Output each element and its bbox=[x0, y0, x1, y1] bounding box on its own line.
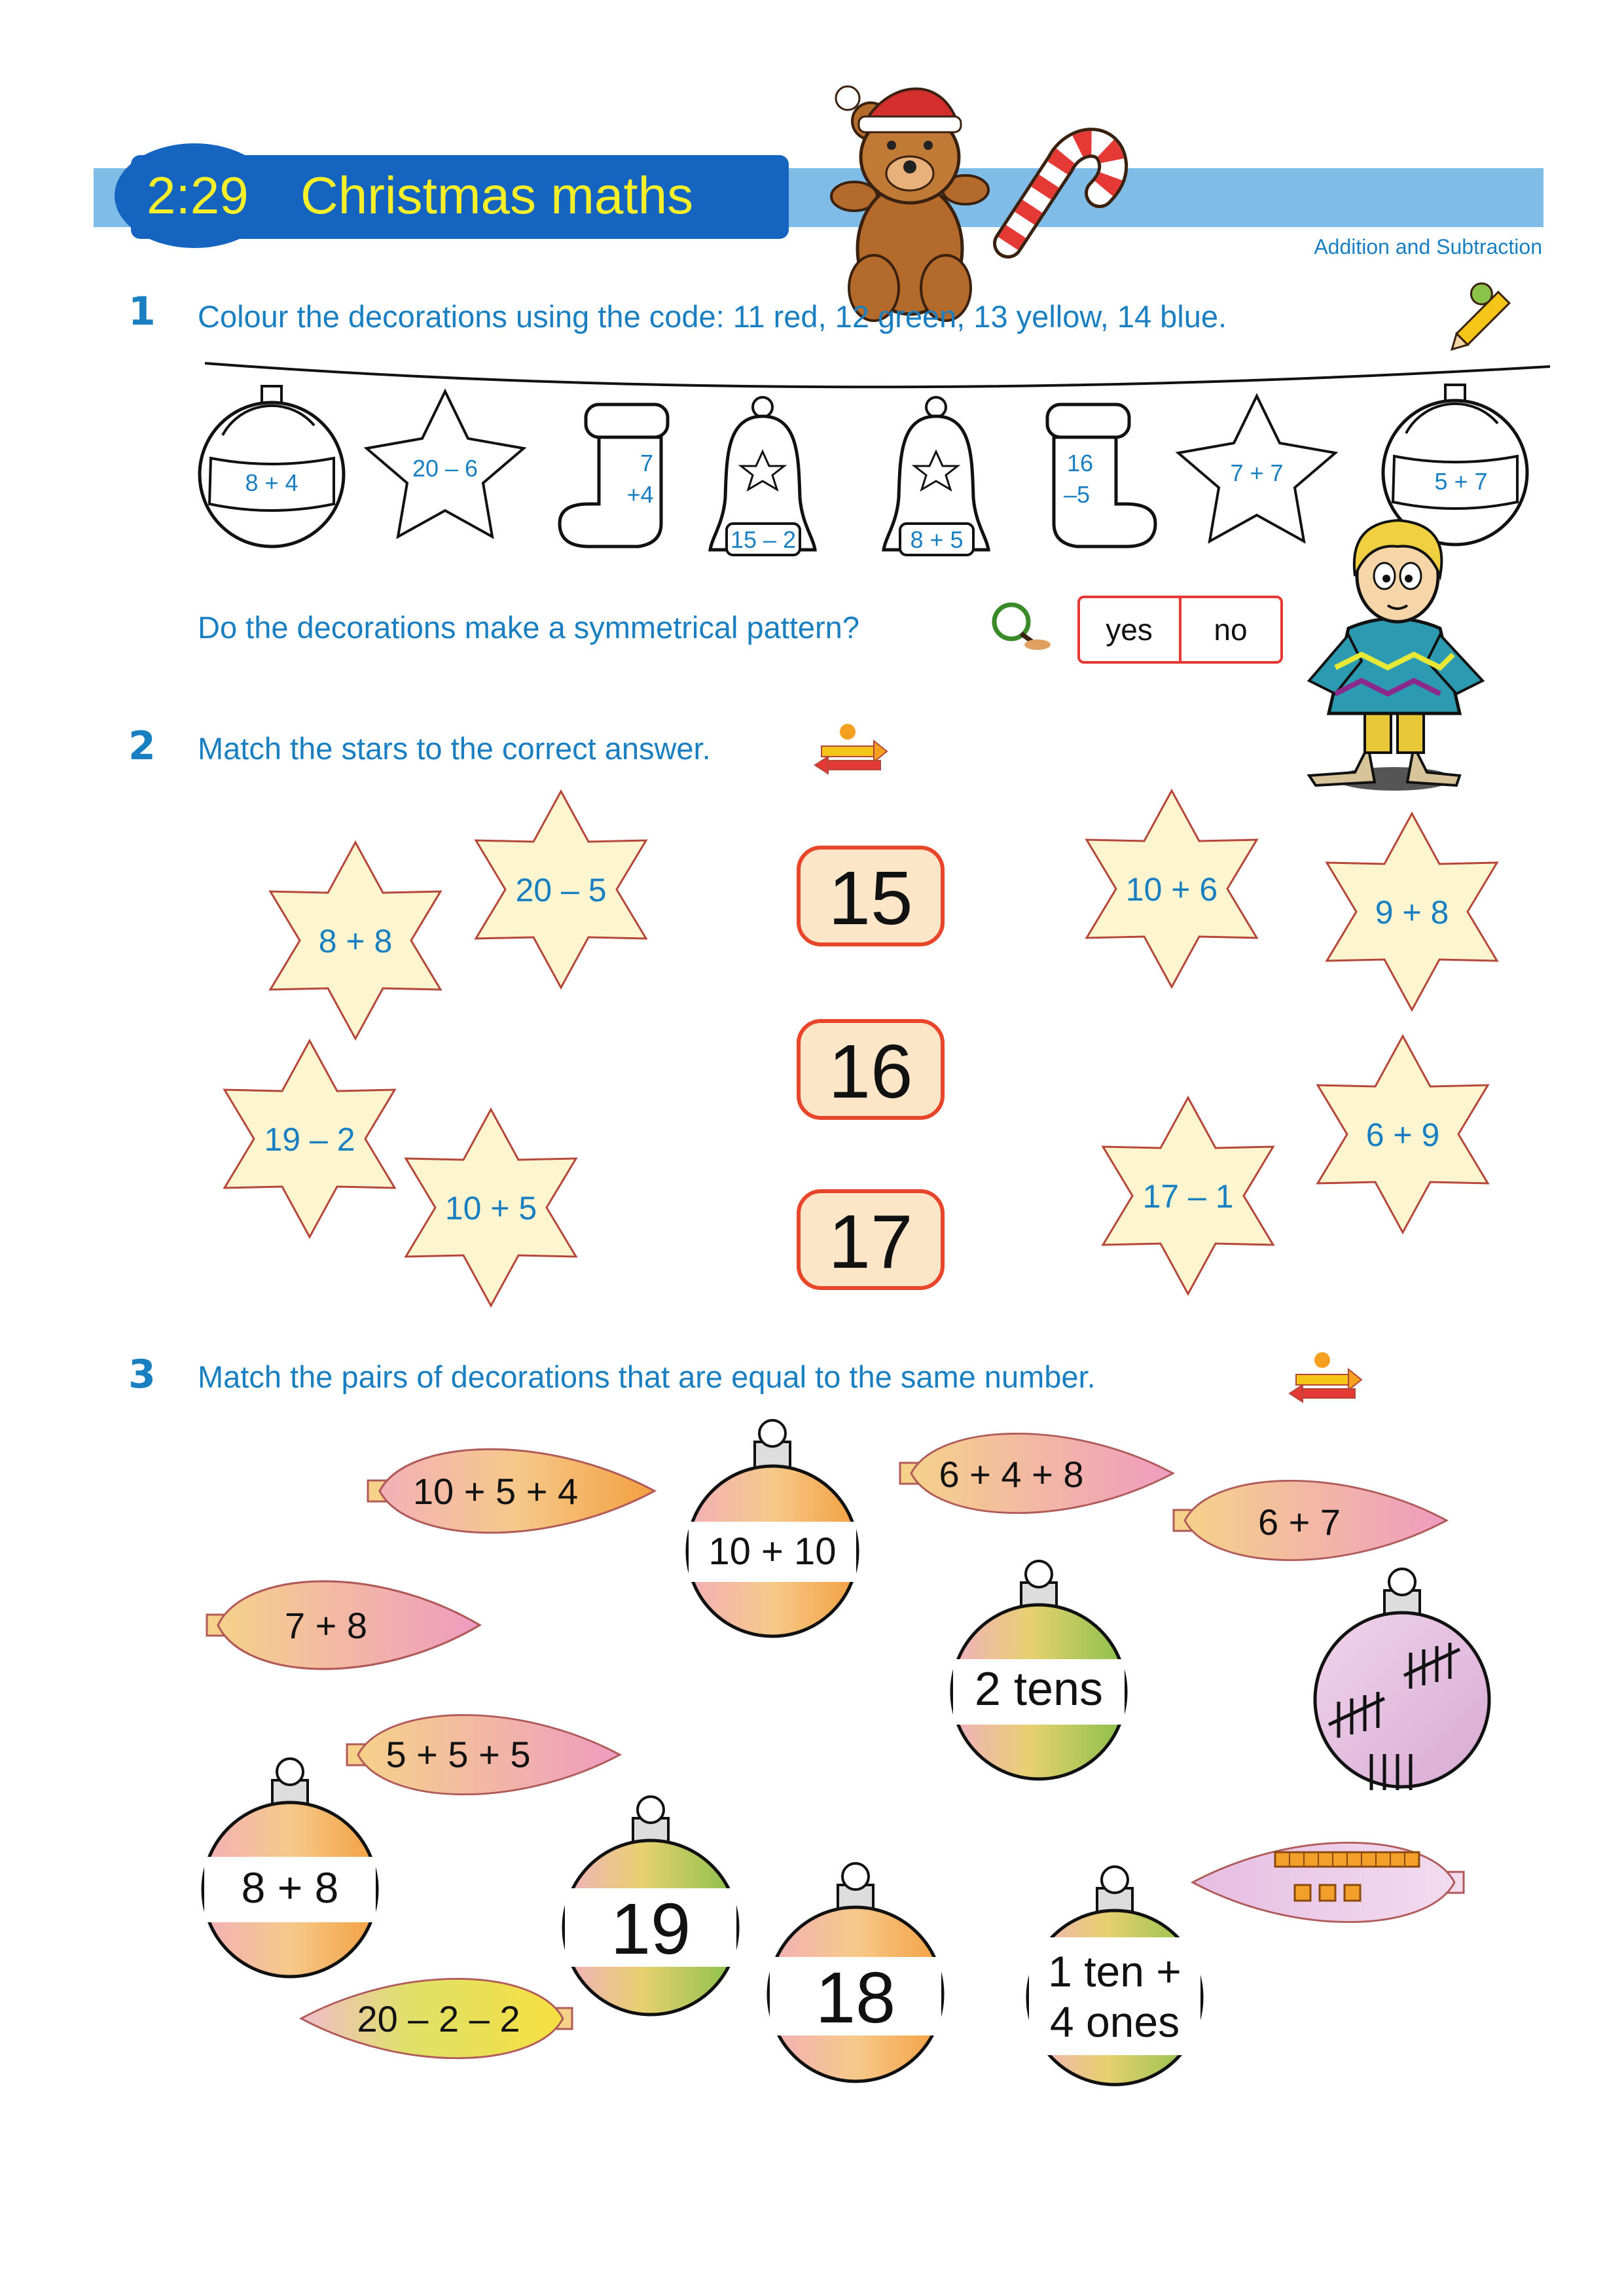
yes-no-box bbox=[1079, 597, 1282, 662]
leaf-decoration[interactable] bbox=[900, 1433, 1173, 1513]
bauble-decoration[interactable] bbox=[564, 1797, 738, 2015]
teddy-bear-icon bbox=[831, 86, 988, 321]
decoration-label: 5 + 7 bbox=[1434, 468, 1488, 495]
bauble-label: 19 bbox=[610, 1889, 691, 1969]
stocking-line1: 7 bbox=[640, 450, 654, 476]
decoration-label: 7 + 7 bbox=[1230, 459, 1284, 486]
worksheet-code: 2:29 bbox=[147, 166, 249, 224]
star-label: 9 + 8 bbox=[1375, 894, 1449, 931]
bauble-label: 18 bbox=[815, 1958, 896, 2038]
worksheet-title: Christmas maths bbox=[300, 166, 694, 224]
matching-arrows-icon bbox=[1290, 1352, 1362, 1402]
tens-rod-icon bbox=[1275, 1852, 1419, 1867]
leaf-label: 6 + 7 bbox=[1257, 1501, 1341, 1543]
decoration-label: 8 + 4 bbox=[245, 469, 298, 496]
bauble-label-line1: 1 ten + bbox=[1048, 1947, 1182, 1996]
leaf-label: 6 + 4 + 8 bbox=[939, 1454, 1084, 1495]
answer-box[interactable] bbox=[799, 848, 943, 944]
leaf-label: 20 – 2 – 2 bbox=[357, 1998, 520, 2039]
question-number: 2 bbox=[128, 723, 156, 769]
expression-star[interactable] bbox=[270, 842, 441, 1039]
leaf-decoration[interactable] bbox=[347, 1715, 620, 1794]
leaf-decoration[interactable] bbox=[207, 1581, 480, 1669]
bauble-decoration[interactable] bbox=[952, 1561, 1126, 1779]
child-illustration bbox=[1309, 520, 1483, 791]
leaf-label: 10 + 5 + 4 bbox=[412, 1471, 579, 1512]
decoration-bell[interactable] bbox=[710, 397, 815, 555]
answer-value: 17 bbox=[828, 1199, 913, 1284]
expression-star[interactable] bbox=[1087, 791, 1257, 987]
matching-arrows-icon bbox=[815, 724, 887, 774]
yes-label: yes bbox=[1106, 613, 1153, 647]
question-1 bbox=[128, 278, 1550, 791]
ten-ones-bauble-decoration[interactable] bbox=[1028, 1867, 1202, 2085]
expression-star[interactable] bbox=[1103, 1098, 1273, 1294]
leaf-decoration[interactable] bbox=[301, 1979, 572, 2058]
garland-string bbox=[205, 363, 1550, 387]
answer-value: 16 bbox=[828, 1029, 913, 1114]
expression-star[interactable] bbox=[225, 1041, 395, 1237]
symmetry-question: Do the decorations make a symmetrical pattern? bbox=[198, 610, 859, 645]
question-instruction: Match the stars to the correct answer. bbox=[198, 731, 711, 766]
answer-value: 15 bbox=[828, 855, 913, 941]
leaf-decoration[interactable] bbox=[1174, 1480, 1447, 1560]
bauble-decoration[interactable] bbox=[687, 1420, 857, 1636]
question-3 bbox=[128, 1352, 1489, 2085]
header bbox=[94, 86, 1543, 321]
decoration-bell[interactable] bbox=[884, 397, 988, 555]
star-label: 6 + 9 bbox=[1365, 1117, 1440, 1153]
decoration-stocking[interactable] bbox=[1047, 404, 1155, 547]
bauble-decoration[interactable] bbox=[203, 1759, 377, 1977]
topic-label: Addition and Subtraction bbox=[1314, 235, 1542, 259]
decoration-stocking[interactable] bbox=[560, 404, 668, 547]
no-label: no bbox=[1214, 613, 1248, 647]
leaf-label: 7 + 8 bbox=[284, 1605, 368, 1646]
question-number: 3 bbox=[128, 1352, 156, 1397]
expression-star[interactable] bbox=[1318, 1036, 1488, 1232]
answer-box[interactable] bbox=[799, 1021, 943, 1118]
pencil-icon bbox=[1432, 278, 1509, 355]
expression-star[interactable] bbox=[1327, 814, 1497, 1010]
leaf-label: 5 + 5 + 5 bbox=[386, 1734, 531, 1775]
question-number: 1 bbox=[128, 289, 156, 334]
question-instruction: Match the pairs of decorations that are equal to the same number. bbox=[198, 1359, 1096, 1394]
star-label: 10 + 5 bbox=[444, 1190, 537, 1227]
decoration-label: 8 + 5 bbox=[910, 526, 964, 553]
bauble-decoration[interactable] bbox=[768, 1863, 943, 2081]
question-instruction: Colour the decorations using the code: 11 red, 12 green, 13 yellow, 14 blue. bbox=[198, 299, 1227, 334]
expression-star[interactable] bbox=[406, 1109, 576, 1306]
stocking-line2: –5 bbox=[1063, 481, 1091, 508]
bauble-label: 2 tens bbox=[974, 1663, 1104, 1715]
tally-bauble-decoration[interactable] bbox=[1315, 1569, 1489, 1790]
star-label: 10 + 6 bbox=[1125, 871, 1218, 908]
stocking-line1: 16 bbox=[1066, 450, 1094, 476]
magnifier-icon bbox=[994, 605, 1051, 650]
decoration-label: 20 – 6 bbox=[412, 455, 478, 482]
bauble-label-line2: 4 ones bbox=[1049, 1998, 1180, 2046]
star-label: 8 + 8 bbox=[318, 923, 393, 960]
blocks-leaf-decoration[interactable] bbox=[1193, 1842, 1464, 1922]
decoration-star[interactable] bbox=[367, 391, 524, 537]
question-2 bbox=[128, 723, 1497, 1306]
decoration-star[interactable] bbox=[1178, 396, 1335, 541]
stocking-line2: +4 bbox=[626, 481, 654, 508]
bauble-label: 8 + 8 bbox=[241, 1863, 339, 1912]
expression-star[interactable] bbox=[476, 791, 646, 988]
bauble-label: 10 + 10 bbox=[708, 1530, 837, 1573]
ones-cubes-icon bbox=[1295, 1885, 1360, 1901]
decoration-bauble[interactable] bbox=[200, 386, 344, 547]
answer-box[interactable] bbox=[799, 1191, 943, 1288]
star-label: 19 – 2 bbox=[264, 1121, 355, 1158]
decoration-label: 15 – 2 bbox=[730, 526, 797, 553]
star-label: 20 – 5 bbox=[515, 872, 607, 908]
star-label: 17 – 1 bbox=[1142, 1178, 1234, 1215]
leaf-decoration[interactable] bbox=[368, 1449, 655, 1533]
